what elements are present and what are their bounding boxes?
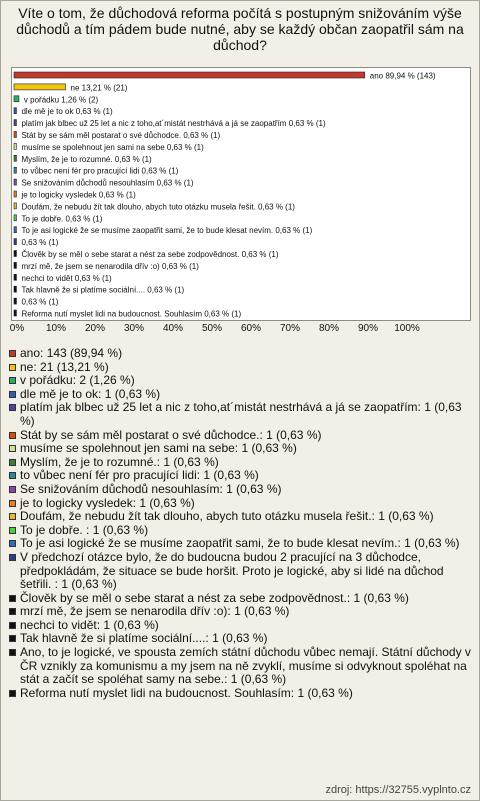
- legend-label: Stát by se sám měl postarat o své důchodce.: 1 (0,63 %): [20, 427, 322, 442]
- legend-item: [9, 687, 475, 701]
- legend-item: [9, 483, 475, 497]
- bar-label-3: dle mě je to ok 0,63 % (1): [21, 107, 113, 117]
- legend-item: [9, 551, 475, 592]
- legend-swatch: [9, 486, 16, 493]
- legend-item: [9, 429, 475, 443]
- legend-item: [9, 469, 475, 483]
- bar-10: [14, 191, 16, 197]
- x-tick-label: 60%: [240, 323, 262, 334]
- legend-swatch: [9, 608, 16, 615]
- x-axis-ticks: [1, 323, 480, 337]
- legend-swatch: [9, 540, 16, 547]
- legend-label: je to logicky vysledek: 1 (0,63 %): [20, 495, 195, 510]
- bar-12: [14, 215, 16, 221]
- legend-swatch: [9, 595, 16, 602]
- legend-item: [9, 592, 475, 606]
- x-tick-label: 0%: [9, 323, 25, 334]
- bar-label-18: Tak hlavně že si platíme sociální.... 0,63 % (1): [21, 285, 185, 295]
- x-tick-label: 90%: [357, 323, 379, 334]
- legend-swatch: [9, 527, 16, 534]
- x-tick-label: 100%: [394, 323, 420, 334]
- bar-13: [14, 227, 16, 233]
- legend-item: [9, 537, 475, 551]
- legend-swatch: [9, 350, 16, 357]
- legend-item: [9, 361, 475, 375]
- bar-label-4: platím jak blbec už 25 let a nic z toho,at´mistát nestrhává a já se zaopatřím 0,63 % (1): [21, 119, 326, 129]
- bar-label-2: v pořádku 1,26 % (2): [23, 95, 99, 105]
- legend-label: Tak hlavně že si platíme sociální....: 1 (0,63 %): [20, 631, 268, 646]
- legend-label: mrzí mě, že jsem se nenarodila dřív :o): 1 (0,63 %): [20, 604, 290, 619]
- legend-label: ano: 143 (89,94 %): [20, 346, 123, 360]
- legend-label: to vůbec není fér pro pracující lidi: 1 (0,63 %): [20, 468, 259, 483]
- legend-swatch: [9, 459, 16, 466]
- legend-item: [9, 605, 475, 619]
- legend-label: To je dobře. : 1 (0,63 %): [20, 522, 149, 537]
- bar-label-10: je to logicky vysledek 0,63 % (1): [21, 190, 136, 200]
- legend-item: [9, 374, 475, 388]
- bar-3: [14, 108, 16, 114]
- x-tick-label: 40%: [162, 323, 184, 334]
- legend-label: Se snižováním důchodů nesouhlasím: 1 (0,63 %): [20, 481, 282, 496]
- plot-area: [11, 67, 471, 321]
- legend-label: platím jak blbec už 25 let a nic z toho,at´mistát nestrhává a já se zaopatřím: 1 (0,63 %): [20, 400, 462, 428]
- legend-label: Reforma nutí myslet lidi na budoucnost. Souhlasím: 1 (0,63 %): [20, 685, 353, 700]
- legend-item: [9, 632, 475, 646]
- legend-label: v pořádku: 2 (1,26 %): [20, 373, 135, 388]
- bar-label-12: To je dobře. 0,63 % (1): [21, 214, 103, 224]
- legend-item: [9, 401, 475, 428]
- legend-swatch: [9, 513, 16, 520]
- bar-label-11: Doufám, že nebudu žít tak dlouho, abych tuto otázku musela řešit. 0,63 % (1): [21, 202, 295, 212]
- legend-swatch: [9, 377, 16, 384]
- x-tick-label: 10%: [45, 323, 67, 334]
- legend-label: Člověk by se měl o sebe starat a nést za sebe zodpovědnost.: 1 (0,63 %): [20, 590, 409, 605]
- bar-20: [14, 310, 16, 316]
- bar-9: [14, 179, 16, 185]
- bar-label-19: 0,63 % (1): [21, 297, 59, 307]
- source-note: zdroj: https://32755.vyplnto.cz: [325, 784, 471, 796]
- legend-swatch: [9, 432, 16, 439]
- legend-swatch: [9, 500, 16, 507]
- legend-swatch: [9, 635, 16, 642]
- legend-item: [9, 456, 475, 470]
- bar-8: [14, 167, 16, 173]
- legend-label: Myslím, že je to rozumné.: 1 (0,63 %): [20, 454, 219, 469]
- bar-label-15: Člověk by se měl o sebe starat a nést za sebe zodpovědnost. 0,63 % (1): [21, 250, 279, 259]
- legend-swatch: [9, 554, 16, 561]
- bar-15: [14, 251, 16, 257]
- x-tick-label: 50%: [201, 323, 223, 334]
- legend-label: dle mě je to ok: 1 (0,63 %): [20, 386, 161, 401]
- bar-7: [14, 155, 16, 161]
- x-tick-label: 70%: [279, 323, 301, 334]
- legend-swatch: [9, 649, 16, 656]
- legend-label: Doufám, že nebudu žít tak dlouho, abych tuto otázku musela řešit.: 1 (0,63 %): [20, 509, 434, 524]
- legend-item: [9, 442, 475, 456]
- bar-2: [14, 96, 19, 102]
- bar-label-6: musíme se spolehnout jen sami na sebe 0,63 % (1): [21, 142, 204, 152]
- x-tick-label: 30%: [123, 323, 145, 334]
- bar-16: [14, 262, 16, 268]
- legend-swatch: [9, 404, 16, 411]
- bar-17: [14, 274, 16, 280]
- bar-label-5: Stát by se sám měl postarat o své důchodce. 0,63 % (1): [21, 131, 221, 140]
- bar-11: [14, 203, 16, 209]
- legend: [9, 347, 475, 700]
- bar-label-7: Myslím, že je to rozumné. 0,63 % (1): [21, 154, 152, 164]
- bar-label-8: to vůbec není fér pro pracující lidi 0,63 % (1): [21, 166, 179, 176]
- bar-label-16: mrzí mě, že jsem se nenarodila dřív :o) 0,63 % (1): [21, 261, 199, 271]
- x-tick-label: 20%: [84, 323, 106, 334]
- chart-title: Víte o tom, že důchodová reforma počítá s postupným snižováním výše důchodů a tím pádem bude nutné, aby se každý občan zaopatřil sám na důchod?: [16, 5, 464, 53]
- legend-label: musíme se spolehnout jen sami na sebe: 1 (0,63 %): [20, 441, 297, 456]
- legend-label: To je asi logické že se musíme zaopatřit sami, že to bude klesat nevím.: 1 (0,63 %): [20, 536, 460, 551]
- bar-5: [14, 132, 16, 138]
- legend-label: Ano, to je logické, ve spousta zemích státní důchodu vůbec nemají. Státní důchody v ČR vznikly za komunismu a my jsem na ně zvyklí, musíme si odvyknout spoléhat na stát a začít se spoléhat samy na sebe.: 1 (0,63 %): [20, 645, 471, 687]
- legend-swatch: [9, 445, 16, 452]
- bar-0: [14, 72, 365, 78]
- bar-label-20: Reforma nutí myslet lidi na budoucnost. Souhlasím 0,63 % (1): [21, 309, 242, 319]
- bar-19: [14, 298, 16, 304]
- bar-6: [14, 143, 16, 149]
- bar-18: [14, 286, 16, 292]
- bar-label-13: To je asi logické že se musíme zaopatřit sami, že to bude klesat nevím. 0,63 % (1): [21, 226, 313, 236]
- legend-swatch: [9, 690, 16, 697]
- legend-swatch: [9, 364, 16, 371]
- bar-label-1: ne 13,21 % (21): [70, 83, 128, 93]
- legend-label: V předchozí otázce bylo, že do budoucna budou 2 pracující na 3 důchodce, předpokládám, že situace se bude horšit. Proto je logické, aby si lidé na důchod šetřili. : 1 (0,63 %): [20, 549, 444, 592]
- bar-1: [14, 84, 66, 90]
- legend-swatch: [9, 391, 16, 398]
- legend-swatch: [9, 622, 16, 629]
- bar-14: [14, 239, 16, 245]
- legend-item: [9, 524, 475, 538]
- bar-label-9: Se snižováním důchodů nesouhlasím 0,63 % (1): [21, 178, 194, 188]
- bar-label-0: ano 89,94 % (143): [369, 71, 436, 81]
- legend-label: nechci to vidět: 1 (0,63 %): [20, 617, 159, 632]
- legend-swatch: [9, 472, 16, 479]
- bar-label-14: 0,63 % (1): [21, 238, 59, 248]
- legend-item: [9, 619, 475, 633]
- legend-label: ne: 21 (13,21 %): [20, 359, 109, 374]
- x-tick-label: 80%: [318, 323, 340, 334]
- legend-item: [9, 388, 475, 402]
- bar-4: [14, 120, 16, 126]
- legend-item: [9, 646, 475, 687]
- legend-item: [9, 510, 475, 524]
- bar-chart-svg: [12, 68, 470, 320]
- legend-item: [9, 347, 475, 361]
- bar-label-17: nechci to vidět 0,63 % (1): [21, 273, 112, 283]
- legend-item: [9, 497, 475, 511]
